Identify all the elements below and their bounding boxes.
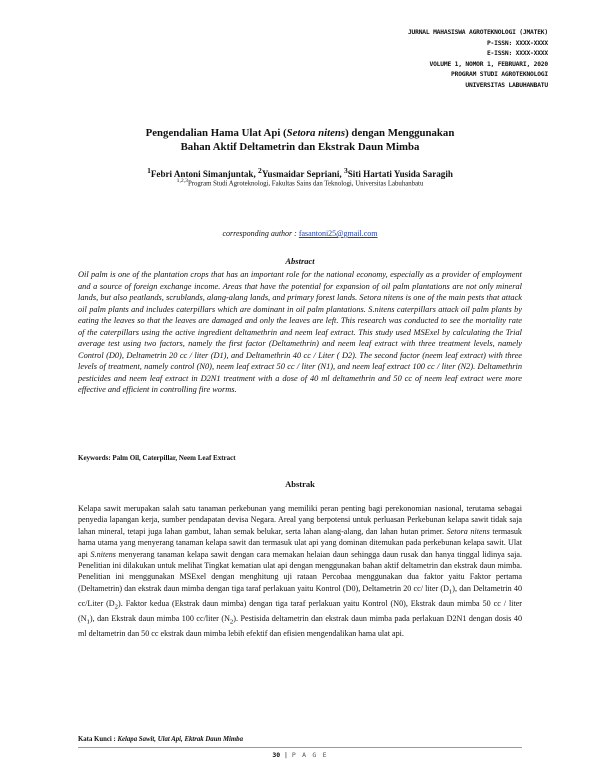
author3: Siti Hartati Yusida Saragih (347, 169, 453, 180)
kata-kunci-text: Kelapa Sawit, Ulat Api, Ektrak Daun Mimba (117, 736, 243, 743)
abstrak-sub-2: 2 (114, 603, 119, 611)
title-part1: Pengendalian Hama Ulat Api ( (145, 127, 287, 139)
abstrak-body (78, 503, 522, 639)
abstrak-text-1: Kelapa sawit merupakan salah satu tanaman perkebunan yang memiliki peran penting bagi perekonomian nasional, terutama sebagai penyedia lapangan kerja, sumber pendapatan devisa Negara. Areal yang berpotensi untuk perluasan Perkebunan kelapa sawit tidak saja lahan mineral, tetapi juga lahan gambut, lahan semak belukar, serta lahan alang-alang, dan lahan hutan primer. (78, 504, 522, 536)
journal-volume: VOLUME 1, NOMOR 1, FEBRUARI, 2020 (429, 60, 548, 68)
author3-sup: 3 (343, 166, 348, 175)
corresponding-author (60, 229, 540, 238)
abstrak-sub-4: 2 (229, 618, 234, 626)
abstrak-heading: Abstrak (285, 479, 315, 489)
page-separator: | (280, 751, 292, 759)
journal-header (408, 28, 548, 91)
abstrak-text-6: ), dan Ekstrak daun mimba 100 cc/liter (N (89, 613, 230, 623)
author2: Yusmaidar Sepriani, (261, 169, 344, 180)
corresponding-label: corresponding author : (222, 229, 299, 238)
keywords (78, 454, 522, 462)
page-footer (0, 751, 600, 759)
page-label: P A G E (291, 751, 328, 759)
page-number: 30 (272, 751, 281, 759)
title-part2: ) dengan Menggunakan (345, 127, 455, 139)
title-species: Setora nitens (286, 127, 346, 139)
affiliation (60, 178, 540, 187)
kata-kunci (78, 736, 243, 743)
abstrak-text-2: termasuk hama utama yang menyerang tanaman kelapa sawit dan termasuk ulat api yang dominan ditemukan pada perkebunan kelapa sawit. Ulat api (78, 526, 522, 559)
abstrak-text-3: menyerang tanaman kelapa sawit dengan cara memakan helaian daun sehingga daun rusak dan hanya tinggal lidinya saja. Penelitian ini dilakukan untuk melihat Tingkat kematian ulat api dengan menggunakan bahan aktif deltametrin dan ekstrak daun mimba. Penelitian ini menggunakan MSExel dengan menghitung uji rataan Percobaa menggunakan dua faktor yaitu Faktor pertama (Deltametrin) dan ekstrak daun mimba dengan tiga taraf perlakuan yaitu Kontrol (D0), Deltametrin 20 cc/ liter (D (78, 549, 522, 593)
abstrak-species-1: Setora nitens (446, 526, 490, 536)
abstrak-species-2: S.nitens (90, 549, 116, 559)
kata-kunci-label: Kata Kunci : (78, 736, 118, 743)
keywords-label: Keywords: (78, 454, 111, 462)
affiliation-text: Program Studi Agroteknologi, Fakultas Sains dan Teknologi, Universitas Labuhanbatu (187, 180, 424, 188)
author2-sup: 2 (258, 166, 262, 175)
abstract-body: Oil palm is one of the plantation crops that has an important role for the national economy, especially as a provider of employment and a source of foreign exchange income. Areas that have the potential for expansion of oil palm plantations are not only mineral lands, but also peatlands, scrublands, alang-alang lands, and primary forest lands. Setora nitens is one of the main pests that attack oil palm plants and includes caterpillars which are dominant in oil palm plantations. S.nitens caterpillars attack oil palm plants by eating the leaves so that the leaves are damaged and only the leaves are left. This research was conducted to see the mortality rate of the caterpillars using the active ingredient deltamethrin and neem leaf extract. This study used MSExel by calculating the Trial average test using two factors, namely the first factor (Deltamethrin) and neem leaf extract with three treatment levels, namely Control (D0), Deltametrin 20 cc / liter (D1), and Deltamethrin 40 cc / Liter ( D2). The second factor (neem leaf extract) with three levels of treatment, namely control (N0), neem leaf extract 50 cc / liter (N1), and neem leaf extract 100 cc / liter (N2). Deltamethrin pesticides and neem leaf extract in D2N1 treatment with a dose of 40 ml deltamethrin and 50 cc of neem leaf extract were more effective and efficient in controlling fire worms. (78, 270, 522, 394)
journal-name: JURNAL MAHASISWA AGROTEKNOLOGI (JMATEK) (407, 29, 548, 36)
title-line2: Bahan Aktif Deltametrin dan Ekstrak Daun Mimba (180, 141, 420, 153)
journal-university: UNIVERSITAS LABUHANBATU (465, 81, 548, 89)
corresponding-email-link[interactable]: fasantoni25@gmail.com (298, 229, 378, 238)
abstrak-sub-1: 1 (448, 588, 453, 596)
author1-sup: 1 (147, 166, 151, 175)
abstrak-text-4: ), dan Deltametrin 40 cc/Liter (D (78, 583, 522, 608)
abstrak-sub-3: 1 (86, 618, 90, 626)
abstrak-text-7: ). Pestisida deltametrin dan ekstrak daun mimba pada perlakuan D2N1 dengan dosis 40 ml deltametrin dan 50 cc ekstrak daun mimba lebih efektif dan efisien mengendalikan hama ulat api. (78, 613, 522, 638)
journal-pissn: P-ISSN: XXXX-XXXX (486, 39, 548, 47)
journal-program: PROGRAM STUDI AGROTEKNOLOGI (451, 71, 548, 78)
footer-divider (78, 747, 522, 748)
paper-title (60, 126, 540, 154)
abstract-heading: Abstract (285, 256, 315, 266)
journal-eissn: E-ISSN: XXXX-XXXX (486, 50, 548, 57)
author1: Febri Antoni Simanjuntak, (150, 169, 259, 180)
abstrak-text-5: ). Faktor kedua (Ekstrak daun mimba) dengan tiga taraf perlakuan yaitu Kontrol (N0), Ekstrak daun mimba 50 cc / liter (N (78, 598, 522, 623)
keywords-text: Palm Oil, Caterpillar, Neem Leaf Extract (110, 454, 236, 462)
affiliation-sup: 1,2,3 (176, 178, 188, 184)
